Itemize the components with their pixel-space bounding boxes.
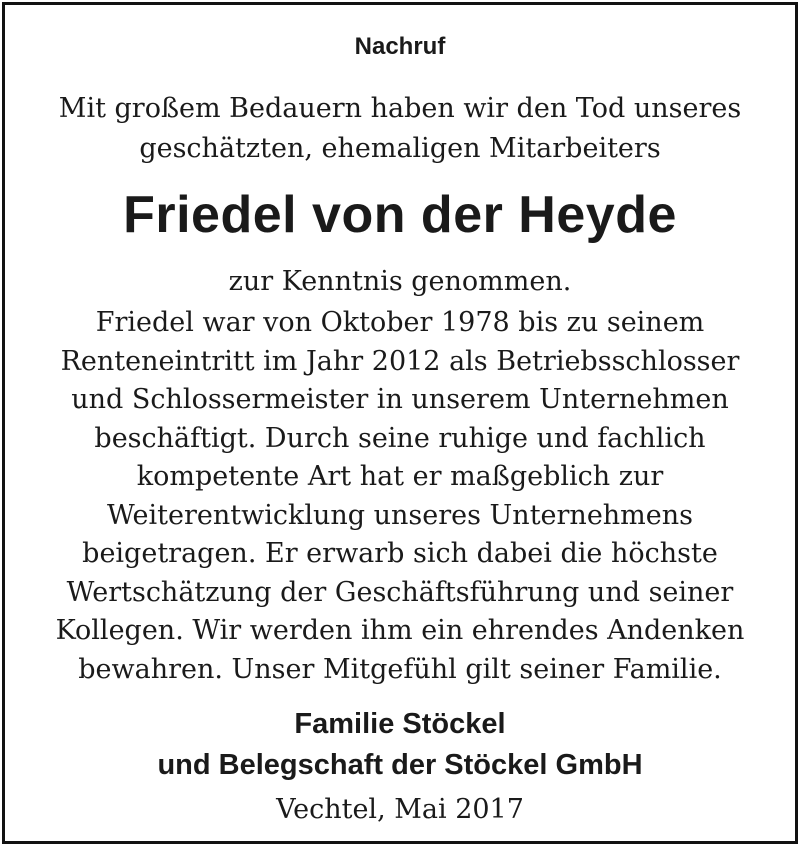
signer-line: und Belegschaft der Stöckel GmbH	[157, 749, 643, 781]
body-line: und Schlossermeister in unserem Unternehmen	[71, 384, 729, 415]
body-line: bewahren. Unser Mitgefühl gilt seiner Familie.	[78, 654, 722, 685]
body-line: beigetragen. Er erwarb sich dabei die höchste	[82, 538, 718, 569]
body-line: kompetente Art hat er maßgeblich zur	[136, 461, 664, 492]
obituary-notice	[2, 2, 798, 844]
notice-heading: Nachruf	[354, 33, 446, 60]
body-line: beschäftigt. Durch seine ruhige und fachlich	[94, 423, 706, 454]
place-date: Vechtel, Mai 2017	[276, 794, 524, 825]
body-line: zur Kenntnis genommen.	[228, 266, 572, 297]
deceased-name: Friedel von der Heyde	[123, 186, 677, 244]
body-line: Weiterentwicklung unseres Unternehmens	[106, 500, 694, 531]
intro-line: geschätzten, ehemaligen Mitarbeiters	[139, 133, 661, 164]
body-line: Wertschätzung der Geschäftsführung und seiner	[66, 577, 734, 608]
intro-line: Mit großem Bedauern haben wir den Tod unseres	[58, 93, 742, 124]
signer-line: Familie Stöckel	[294, 708, 506, 740]
body-line: Renteneintritt im Jahr 2012 als Betriebsschlosser	[60, 346, 740, 377]
body-line: Kollegen. Wir werden ihm ein ehrendes Andenken	[55, 615, 745, 646]
body-line: Friedel war von Oktober 1978 bis zu seinem	[95, 307, 705, 338]
